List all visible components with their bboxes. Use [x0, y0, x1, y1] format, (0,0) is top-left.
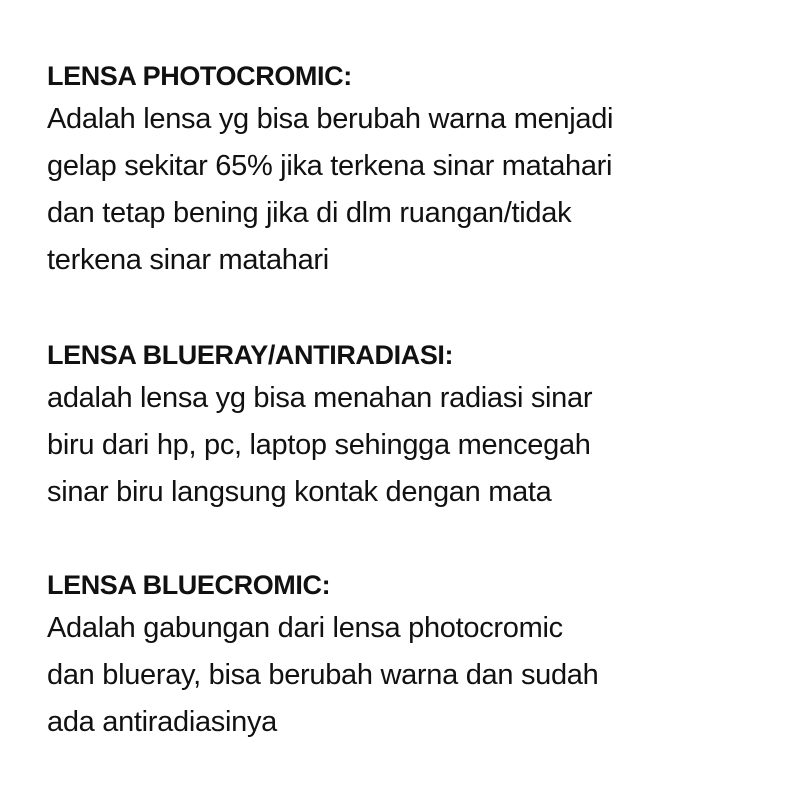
body-line: terkena sinar matahari [47, 244, 329, 276]
body-line: ada antiradiasinya [47, 706, 277, 738]
section-blueray [47, 335, 767, 516]
section-heading: LENSA PHOTOCROMIC: [47, 61, 352, 91]
section-heading: LENSA BLUERAY/ANTIRADIASI: [47, 340, 454, 370]
body-line: adalah lensa yg bisa menahan radiasi sinar [47, 382, 593, 414]
body-line: dan tetap bening jika di dlm ruangan/tidak [47, 197, 572, 229]
body-line: Adalah gabungan dari lensa photocromic [47, 612, 563, 644]
body-line: dan blueray, bisa berubah warna dan sudah [47, 659, 599, 691]
body-line: Adalah lensa yg bisa berubah warna menjadi [47, 103, 614, 135]
body-line: gelap sekitar 65% jika terkena sinar matahari [47, 150, 613, 182]
section-heading: LENSA BLUECROMIC: [47, 570, 331, 600]
section-bluecromic [47, 565, 767, 746]
section-photocromic [47, 56, 767, 284]
body-line: sinar biru langsung kontak dengan mata [47, 476, 552, 508]
body-line: biru dari hp, pc, laptop sehingga mencegah [47, 429, 591, 461]
